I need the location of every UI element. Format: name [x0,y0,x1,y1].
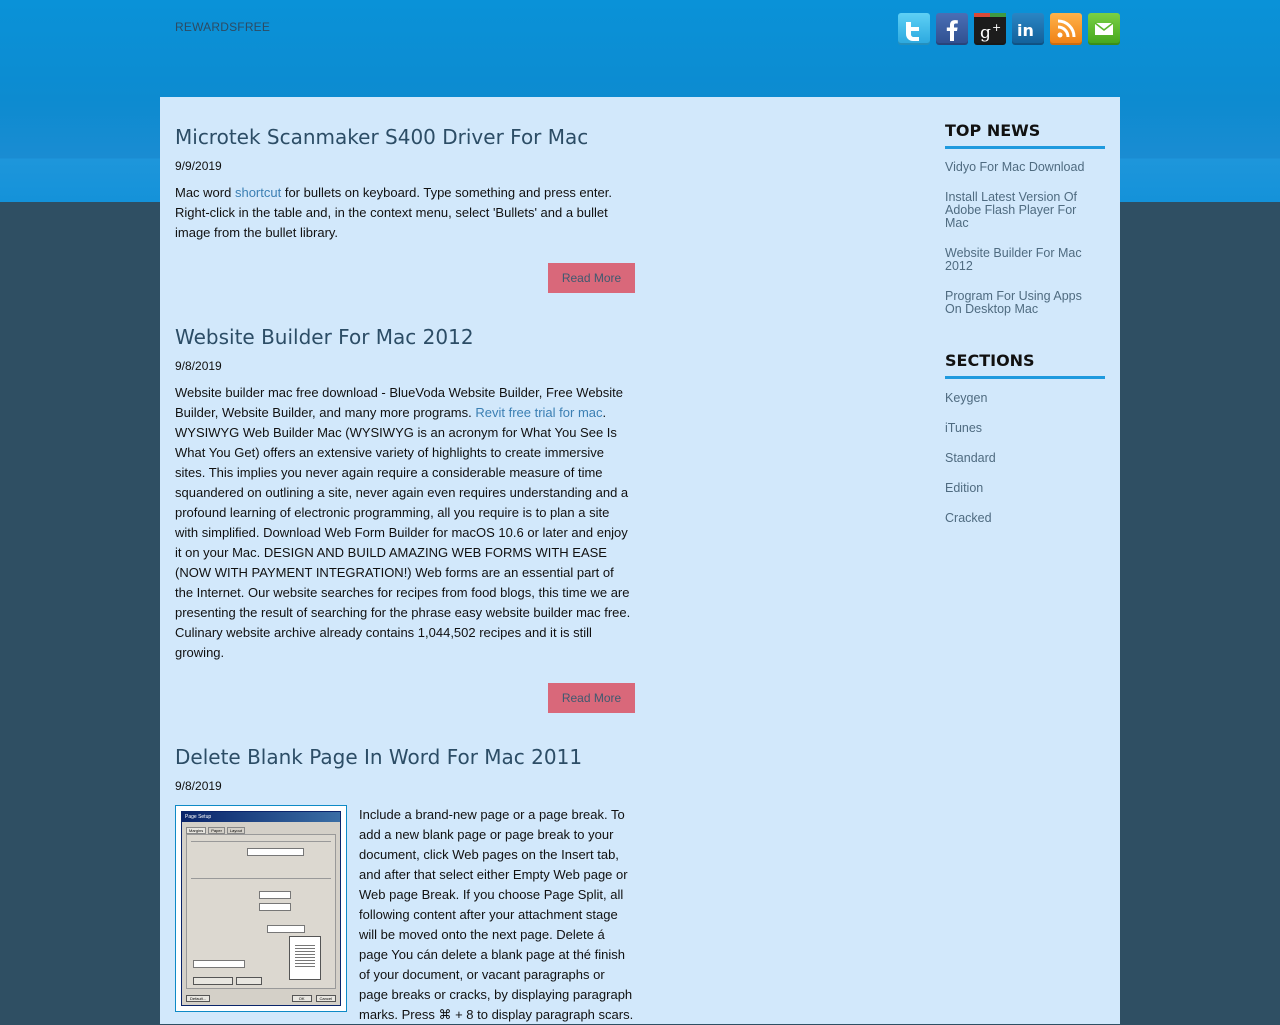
post-thumbnail[interactable] [175,805,347,1012]
post-date: 9/9/2019 [175,159,222,173]
linkedin-icon [1012,13,1044,45]
post-excerpt [175,183,635,243]
email-icon [1088,13,1120,45]
post-excerpt [175,383,635,663]
dialog-tabs [186,827,336,834]
post-text: . WYSIWYG Web Builder Mac (WYSIWYG is an acronym for What You See Is What You Get) offers an extensive variety of highlights to create immersive sites. This implies you never again require a considerable measure of time squandered on outlining a site, never again even requires understanding and a profound learning of electronic programming, all you require is to plan a site with simplified. Download Web Form Builder for macOS 10.6 or later and enjoy it on your Mac. DESIGN AND BUILD AMAZING WEB FORMS WITH EASE (NOW WITH PAYMENT INTEGRATION!) Web forms are an essential part of the Internet. Our website searches for recipes from food blogs, this time we are presenting the result of searching for the phrase easy website builder mac free. Culinary website archive already contains 1,044,502 recipes and it is still growing. [175,405,631,660]
dialog-button: Cancel [316,995,336,1002]
section-link-keygen[interactable]: Keygen [945,391,988,405]
post-inline-link[interactable]: shortcut [234,185,282,200]
twitter-icon [898,13,930,45]
post-title[interactable]: Microtek Scanmaker S400 Driver For Mac [175,125,589,149]
facebook-icon [936,13,968,45]
linkedin-link[interactable] [1012,13,1044,45]
rss-link[interactable] [1050,13,1082,45]
twitter-link[interactable] [898,13,930,45]
read-more-button[interactable]: Read More [548,263,635,293]
dialog-buttons [186,995,336,1002]
rss-icon [1050,13,1082,45]
svg-text:+: + [992,21,1002,34]
post-3 [175,745,635,793]
read-more-button[interactable]: Read More [548,683,635,713]
dialog-button: OK [292,995,312,1002]
svg-text:g: g [980,23,991,43]
svg-text:in: in [1017,21,1034,40]
section-link-edition[interactable]: Edition [945,481,984,495]
post-excerpt: Include a brand-new page or a page break. To add a new blank page or page break to your document, click Web pages on the Insert tab, and after that select either Empty Web page or Web page Break. If you choose Page Split, all following content after your attachment stage will be moved onto the next page. Delete á page You cán delete a blank page at thé finish of your document, or vacant paragraphs or page breaks or cracks, by displaying paragraph marks. Press ⌘ + 8 to display paragraph scars. [359,807,634,1022]
content-wrapper [160,97,1120,1024]
google-plus-link[interactable] [974,13,1006,45]
post-date: 9/8/2019 [175,359,222,373]
dialog-button: Default... [186,995,210,1002]
section-link-standard[interactable]: Standard [945,451,996,465]
post-text: Mac word [175,185,235,200]
social-links [898,13,1120,45]
post-inline-link[interactable]: Revit free trial for mac [475,405,603,420]
post-title[interactable]: Website Builder For Mac 2012 [175,325,474,349]
section-link-cracked[interactable]: Cracked [945,511,992,525]
section-link-itunes[interactable]: iTunes [945,421,983,435]
email-link[interactable] [1088,13,1120,45]
post-date: 9/8/2019 [175,779,222,793]
sections-heading: SECTIONS [945,351,1105,379]
dialog-tab: Layout [227,827,245,834]
dialog-tab: Margins [186,827,206,834]
top-news-link[interactable]: Website Builder For Mac 2012 [945,246,1082,273]
page-setup-dialog-image [181,811,341,1006]
post-title[interactable]: Delete Blank Page In Word For Mac 2011 [175,745,583,769]
dialog-title: Page Setup [182,812,340,822]
google-plus-icon [974,13,1006,45]
top-news-link[interactable]: Install Latest Version Of Adobe Flash Player For Mac [945,190,1078,230]
post-2 [175,325,635,713]
dialog-body [186,834,336,989]
facebook-link[interactable] [936,13,968,45]
dialog-tab: Paper [208,827,225,834]
post-text: for bullets on keyboard. Type something and press enter. Right-click in the table and, in the context menu, select 'Bullets' and a bullet image from the bullet library. [175,185,612,240]
post-1 [175,125,635,293]
site-name-link[interactable]: REWARDSFREE [175,20,271,34]
top-news-link[interactable]: Program For Using Apps On Desktop Mac [945,289,1082,316]
post-text: Website builder mac free download - BlueVoda Website Builder, Free Website Builder, Website Builder, and many more programs. [175,385,624,420]
top-news-heading: TOP NEWS [945,121,1105,149]
top-news-link[interactable]: Vidyo For Mac Download [945,160,1085,174]
